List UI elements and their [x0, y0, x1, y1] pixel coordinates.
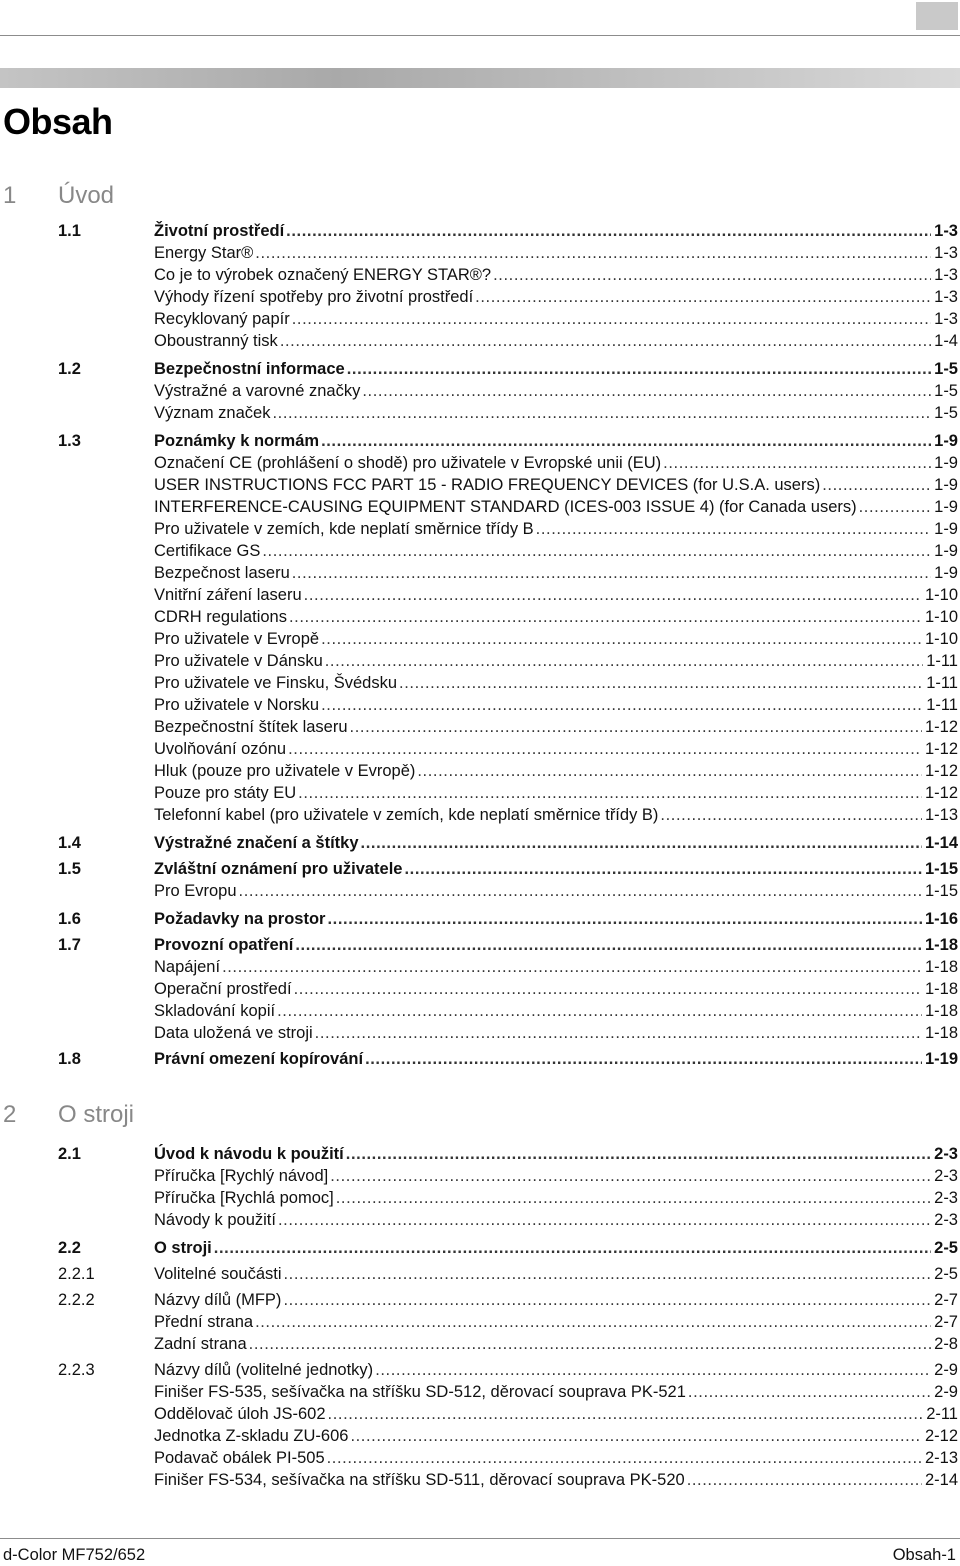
dot-leader — [536, 518, 931, 540]
toc-entry[interactable] — [58, 242, 958, 264]
dot-leader — [292, 562, 931, 584]
toc-entry-body — [154, 1165, 958, 1187]
toc-entry[interactable] — [58, 934, 958, 956]
toc-entry-page: 1-18 — [924, 958, 958, 976]
toc-entry-body — [154, 330, 958, 352]
toc-entry[interactable] — [58, 402, 958, 424]
toc-entry-body — [154, 934, 958, 956]
toc-entry-body — [154, 672, 958, 694]
toc-entry[interactable] — [58, 606, 958, 628]
toc-entry-body — [154, 1022, 958, 1044]
toc-entry-body — [154, 804, 958, 826]
toc-entry-title: O stroji — [154, 1239, 212, 1257]
dot-leader — [362, 380, 931, 402]
toc-entry-title: Názvy dílů (MFP) — [154, 1291, 282, 1309]
toc-entry[interactable] — [58, 430, 958, 452]
dot-leader — [214, 1237, 931, 1259]
toc-entry-title: Operační prostředí — [154, 980, 292, 998]
toc-entry-title: CDRH regulations — [154, 608, 287, 626]
toc-entry-title: Příručka [Rychlý návod] — [154, 1167, 329, 1185]
toc-entry-page: 1-11 — [926, 652, 958, 670]
toc-entry[interactable] — [58, 1289, 958, 1311]
toc-entry-page: 1-11 — [926, 674, 958, 692]
toc-entry[interactable] — [58, 1263, 958, 1285]
toc-entry[interactable] — [58, 330, 958, 352]
toc-entry-title: Přední strana — [154, 1313, 254, 1331]
dot-leader — [262, 540, 931, 562]
toc-entry[interactable] — [58, 518, 958, 540]
toc-entry-body — [154, 1447, 958, 1469]
toc-entry-title: Označení CE (prohlášení o shodě) pro uživatele v Evropské unii (EU) — [154, 454, 662, 472]
toc-entry-title: Výhody řízení spotřeby pro životní prostředí — [154, 288, 474, 306]
toc-entry[interactable] — [58, 584, 958, 606]
dot-leader — [327, 1447, 922, 1469]
toc-entry[interactable] — [58, 1143, 958, 1165]
dot-leader — [321, 430, 931, 452]
toc-entry[interactable] — [58, 540, 958, 562]
dot-leader — [346, 1143, 931, 1165]
toc-entry[interactable] — [58, 880, 958, 902]
toc-entry-page: 1-18 — [924, 1024, 958, 1042]
toc-entry-page: 1-18 — [924, 936, 958, 954]
dot-leader — [272, 402, 931, 424]
toc-entry-body — [154, 430, 958, 452]
toc-entry[interactable] — [58, 562, 958, 584]
toc-entry-page: 1-9 — [934, 498, 958, 516]
toc-entry-page: 1-15 — [924, 882, 958, 900]
toc-entry-title: Poznámky k normám — [154, 432, 320, 450]
toc-entry-title: Napájení — [154, 958, 221, 976]
toc-entry-body — [154, 584, 958, 606]
toc-entry[interactable] — [58, 832, 958, 854]
toc-entry[interactable] — [58, 1237, 958, 1259]
toc-entry[interactable] — [58, 908, 958, 930]
toc-entry-title: Pro uživatele v Evropě — [154, 630, 320, 648]
toc-entry-title: Zvláštní oznámení pro uživatele — [154, 860, 403, 878]
dot-leader — [663, 452, 931, 474]
toc-entry-number: 1.7 — [58, 936, 81, 954]
dot-leader — [321, 628, 922, 650]
toc-entry-body — [154, 1469, 958, 1491]
toc-entry[interactable] — [58, 1333, 958, 1355]
toc-entry[interactable] — [58, 1022, 958, 1044]
toc-entry-title: Pro uživatele v Dánsku — [154, 652, 323, 670]
toc-entry[interactable] — [58, 1311, 958, 1333]
toc-entry-title: Bezpečnostní štítek laseru — [154, 718, 348, 736]
toc-entry-page: 1-14 — [924, 834, 958, 852]
dot-leader — [249, 1333, 932, 1355]
toc-entry-title: Finišer FS-534, sešívačka na stříšku SD-511, děrovací souprava PK-520 — [154, 1471, 685, 1489]
toc-entry-body — [154, 1359, 958, 1381]
toc-entry-title: Zadní strana — [154, 1335, 247, 1353]
toc-entry[interactable] — [58, 1048, 958, 1070]
toc-entry[interactable] — [58, 628, 958, 650]
toc-entry-body — [154, 264, 958, 286]
toc-entry-page: 1-3 — [934, 244, 958, 262]
toc-entry-number: 1.4 — [58, 834, 81, 852]
dot-leader — [294, 978, 922, 1000]
toc-entry-title: Recyklovaný papír — [154, 310, 290, 328]
dot-leader — [304, 584, 922, 606]
toc-entry-page: 1-10 — [924, 630, 958, 648]
dot-leader — [286, 220, 931, 242]
dot-leader — [493, 264, 931, 286]
dot-leader — [404, 858, 921, 880]
toc-entry-page: 2-8 — [934, 1335, 958, 1353]
toc-entry-body — [154, 474, 958, 496]
toc-entry-title: Volitelné součásti — [154, 1265, 282, 1283]
corner-tab-marker — [916, 2, 958, 30]
toc-entry[interactable] — [58, 452, 958, 474]
toc-entry-body — [154, 628, 958, 650]
toc-entry-body — [154, 518, 958, 540]
toc-entry-body — [154, 380, 958, 402]
toc-entry-title: Certifikace GS — [154, 542, 261, 560]
toc-entry[interactable] — [58, 1359, 958, 1381]
toc-entry[interactable] — [58, 1447, 958, 1469]
toc-entry[interactable] — [58, 1000, 958, 1022]
toc-entry-body — [154, 358, 958, 380]
toc-entry-title: Oboustranný tisk — [154, 332, 278, 350]
dot-leader — [375, 1359, 931, 1381]
toc-entry-body — [154, 402, 958, 424]
toc-entry[interactable] — [58, 1187, 958, 1209]
toc-entry-title: Názvy dílů (volitelné jednotky) — [154, 1361, 374, 1379]
toc-entry-page: 2-5 — [934, 1265, 958, 1283]
toc-entry-body — [154, 1209, 958, 1231]
toc-entry-page: 1-5 — [934, 360, 958, 378]
dot-leader — [328, 1403, 924, 1425]
dot-leader — [399, 672, 923, 694]
toc-entry-page: 1-19 — [924, 1050, 958, 1068]
dot-leader — [277, 1000, 922, 1022]
dot-leader — [239, 880, 922, 902]
toc-entry[interactable] — [58, 694, 958, 716]
toc-entry-page: 2-7 — [934, 1313, 958, 1331]
toc-entry-body — [154, 956, 958, 978]
toc-entry-body — [154, 1311, 958, 1333]
toc-entry-body — [154, 1333, 958, 1355]
toc-entry-number: 2.2.3 — [58, 1361, 95, 1379]
toc-entry-page: 1-12 — [924, 762, 958, 780]
dot-leader — [336, 1187, 931, 1209]
toc-entry-body — [154, 1289, 958, 1311]
toc-entry-body — [154, 880, 958, 902]
toc-entry[interactable] — [58, 858, 958, 880]
toc-entry[interactable] — [58, 956, 958, 978]
chapter-title: O stroji — [58, 1101, 135, 1128]
toc-entry-page: 1-3 — [934, 266, 958, 284]
toc-entry-page: 2-9 — [934, 1361, 958, 1379]
footer-product-name: d-Color MF752/652 — [3, 1546, 146, 1564]
toc-entry[interactable] — [58, 716, 958, 738]
toc-entry-page: 2-12 — [924, 1427, 958, 1445]
toc-entry[interactable] — [58, 1381, 958, 1403]
dot-leader — [283, 1289, 931, 1311]
toc-entry-page: 1-9 — [934, 564, 958, 582]
dot-leader — [361, 832, 922, 854]
toc-entry-number: 1.6 — [58, 910, 81, 928]
toc-entry-title: USER INSTRUCTIONS FCC PART 15 - RADIO FREQUENCY DEVICES (for U.S.A. users) — [154, 476, 821, 494]
dot-leader — [315, 1022, 922, 1044]
toc-entry[interactable] — [58, 308, 958, 330]
toc-entry-title: Co je to výrobek označený ENERGY STAR®? — [154, 266, 492, 284]
toc-entry-number: 1.2 — [58, 360, 81, 378]
dot-leader — [417, 760, 922, 782]
toc-entry-body — [154, 540, 958, 562]
toc-entry[interactable] — [58, 978, 958, 1000]
toc-entry-title: Životní prostředí — [154, 222, 285, 240]
toc-entry-page: 2-5 — [934, 1239, 958, 1257]
toc-entry-body — [154, 978, 958, 1000]
toc-entry-page: 2-3 — [934, 1211, 958, 1229]
toc-entry[interactable] — [58, 380, 958, 402]
toc-entry-number: 2.2.2 — [58, 1291, 95, 1309]
toc-entry-body — [154, 1048, 958, 1070]
header-rule — [0, 35, 960, 36]
toc-entry-page: 1-16 — [924, 910, 958, 928]
toc-entry-title: Hluk (pouze pro uživatele v Evropě) — [154, 762, 416, 780]
dot-leader — [255, 242, 931, 264]
toc-entry-body — [154, 220, 958, 242]
toc-entry-page: 1-9 — [934, 432, 958, 450]
toc-entry-title: Pouze pro státy EU — [154, 784, 297, 802]
dot-leader — [292, 308, 931, 330]
toc-entry-body — [154, 1381, 958, 1403]
dot-leader — [687, 1469, 922, 1491]
toc-entry-title: Bezpečnostní informace — [154, 360, 345, 378]
toc-entry[interactable] — [58, 286, 958, 308]
toc-entry-page: 1-9 — [934, 476, 958, 494]
footer-rule — [0, 1538, 960, 1539]
footer-page-number: Obsah-1 — [892, 1546, 956, 1564]
toc-entry-body — [154, 832, 958, 854]
toc-entry[interactable] — [58, 474, 958, 496]
toc-entry-body — [154, 858, 958, 880]
toc-entry-page: 1-4 — [934, 332, 958, 350]
toc-entry-number: 2.2.1 — [58, 1265, 95, 1283]
toc-entry-title: Právní omezení kopírování — [154, 1050, 364, 1068]
dot-leader — [289, 606, 922, 628]
dot-leader — [327, 908, 921, 930]
toc-entry-page: 1-9 — [934, 520, 958, 538]
toc-entry[interactable] — [58, 650, 958, 672]
toc-entry-body — [154, 782, 958, 804]
toc-entry-body — [154, 286, 958, 308]
toc-entry-page: 1-10 — [924, 586, 958, 604]
toc-entry[interactable] — [58, 1425, 958, 1447]
toc-entry-page: 1-18 — [924, 1002, 958, 1020]
toc-entry[interactable] — [58, 220, 958, 242]
dot-leader — [859, 496, 932, 518]
toc-entry-page: 1-11 — [926, 696, 958, 714]
toc-entry-number: 1.8 — [58, 1050, 81, 1068]
toc-entry-number: 1.5 — [58, 860, 81, 878]
dot-leader — [350, 1425, 922, 1447]
toc-entry-body — [154, 496, 958, 518]
toc-entry-body — [154, 1237, 958, 1259]
toc-entry-title: Výstražné značení a štítky — [154, 834, 359, 852]
toc-entry-title: Uvolňování ozónu — [154, 740, 287, 758]
toc-entry-page: 2-3 — [934, 1145, 958, 1163]
toc-entry-page: 2-7 — [934, 1291, 958, 1309]
dot-leader — [475, 286, 931, 308]
toc-entry-body — [154, 562, 958, 584]
toc-entry-title: Výstražné a varovné značky — [154, 382, 361, 400]
toc-entry-title: Data uložená ve stroji — [154, 1024, 313, 1042]
toc-entry[interactable] — [58, 672, 958, 694]
toc-entry-page: 1-13 — [924, 806, 958, 824]
dot-leader — [288, 738, 922, 760]
toc-entry[interactable] — [58, 496, 958, 518]
toc-entry-number: 2.2 — [58, 1239, 81, 1257]
toc-entry[interactable] — [58, 760, 958, 782]
dot-leader — [295, 934, 922, 956]
toc-entry-page: 1-15 — [924, 860, 958, 878]
toc-entry-body — [154, 606, 958, 628]
toc-entry-body — [154, 452, 958, 474]
dot-leader — [365, 1048, 922, 1070]
toc-entry-title: Význam značek — [154, 404, 271, 422]
toc-entry-page: 1-3 — [934, 222, 958, 240]
toc-entry[interactable] — [58, 1209, 958, 1231]
toc-entry[interactable] — [58, 1165, 958, 1187]
toc-entry-body — [154, 694, 958, 716]
dot-leader — [325, 650, 923, 672]
toc-entry-body — [154, 1000, 958, 1022]
toc-entry-body — [154, 738, 958, 760]
toc-entry-title: INTERFERENCE-CAUSING EQUIPMENT STANDARD (ICES-003 ISSUE 4) (for Canada users) — [154, 498, 857, 516]
toc-entry-page: 1-3 — [934, 310, 958, 328]
header-gradient-bar — [0, 68, 960, 88]
dot-leader — [688, 1381, 931, 1403]
toc-entry-title: Požadavky na prostor — [154, 910, 326, 928]
toc-entry[interactable] — [58, 1403, 958, 1425]
toc-entry-body — [154, 716, 958, 738]
toc-entry-body — [154, 1143, 958, 1165]
toc-entry-page: 1-12 — [924, 784, 958, 802]
toc-entry[interactable] — [58, 782, 958, 804]
toc-entry-title: Finišer FS-535, sešívačka na stříšku SD-512, děrovací souprava PK-521 — [154, 1383, 686, 1401]
toc-entry-number: 2.1 — [58, 1145, 81, 1163]
dot-leader — [350, 716, 922, 738]
toc-entry-title: Pro uživatele ve Finsku, Švédsku — [154, 674, 398, 692]
toc-entry-title: Skladování kopií — [154, 1002, 276, 1020]
dot-leader — [347, 358, 931, 380]
dot-leader — [280, 330, 931, 352]
dot-leader — [222, 956, 922, 978]
toc-entry-page: 1-18 — [924, 980, 958, 998]
toc-entry-page: 1-9 — [934, 542, 958, 560]
toc-entry-title: Úvod k návodu k použití — [154, 1145, 344, 1163]
chapter-number: 1 — [3, 182, 17, 209]
toc-entry-page: 2-13 — [924, 1449, 958, 1467]
toc-entry-page: 1-10 — [924, 608, 958, 626]
toc-entry-page: 2-3 — [934, 1167, 958, 1185]
toc-entry-page: 2-14 — [924, 1471, 958, 1489]
page-title: Obsah — [3, 101, 113, 142]
toc-entry-number: 1.3 — [58, 432, 81, 450]
toc-entry-title: Vnitřní záření laseru — [154, 586, 302, 604]
dot-leader — [255, 1311, 931, 1333]
toc-entry-page: 1-12 — [924, 718, 958, 736]
dot-leader — [321, 694, 923, 716]
toc-entry-page: 2-11 — [926, 1405, 958, 1423]
toc-entry-number: 1.1 — [58, 222, 81, 240]
toc-entry-title: Oddělovač úloh JS-602 — [154, 1405, 326, 1423]
toc-entry-title: Podavač obálek PI-505 — [154, 1449, 325, 1467]
toc-entry-page: 2-3 — [934, 1189, 958, 1207]
toc-entry-page: 1-5 — [934, 404, 958, 422]
toc-entry-title: Provozní opatření — [154, 936, 294, 954]
dot-leader — [330, 1165, 931, 1187]
toc-entry-title: Jednotka Z-skladu ZU-606 — [154, 1427, 349, 1445]
toc-entry[interactable] — [58, 358, 958, 380]
toc-entry-body — [154, 1425, 958, 1447]
dot-leader — [660, 804, 922, 826]
toc-entry-body — [154, 242, 958, 264]
toc-entry-body — [154, 1263, 958, 1285]
chapter-title: Úvod — [58, 182, 115, 209]
dot-leader — [822, 474, 931, 496]
toc-entry-title: Pro uživatele v Norsku — [154, 696, 320, 714]
toc-entry-body — [154, 908, 958, 930]
toc-entry-body — [154, 650, 958, 672]
toc-entry-page: 1-12 — [924, 740, 958, 758]
toc-entry[interactable] — [58, 264, 958, 286]
toc-entry-body — [154, 1403, 958, 1425]
chapter-number: 2 — [3, 1101, 17, 1128]
toc-entry-title: Pro uživatele v zemích, kde neplatí směrnice třídy B — [154, 520, 534, 538]
toc-entry-page: 1-9 — [934, 454, 958, 472]
toc-entry-title: Návody k použití — [154, 1211, 276, 1229]
toc-entry[interactable] — [58, 738, 958, 760]
toc-entry-title: Pro Evropu — [154, 882, 237, 900]
dot-leader — [298, 782, 922, 804]
dot-leader — [278, 1209, 931, 1231]
toc-entry-page: 1-3 — [934, 288, 958, 306]
toc-entry-title: Příručka [Rychlá pomoc] — [154, 1189, 334, 1207]
dot-leader — [284, 1263, 932, 1285]
toc-entry-title: Telefonní kabel (pro uživatele v zemích, kde neplatí směrnice třídy B) — [154, 806, 659, 824]
toc-entry-page: 2-9 — [934, 1383, 958, 1401]
toc-entry[interactable] — [58, 804, 958, 826]
toc-entry-page: 1-5 — [934, 382, 958, 400]
toc-entry[interactable] — [58, 1469, 958, 1491]
toc-entry-body — [154, 760, 958, 782]
toc-entry-body — [154, 308, 958, 330]
toc-entry-title: Bezpečnost laseru — [154, 564, 290, 582]
toc-entry-body — [154, 1187, 958, 1209]
toc-entry-title: Energy Star® — [154, 244, 254, 262]
